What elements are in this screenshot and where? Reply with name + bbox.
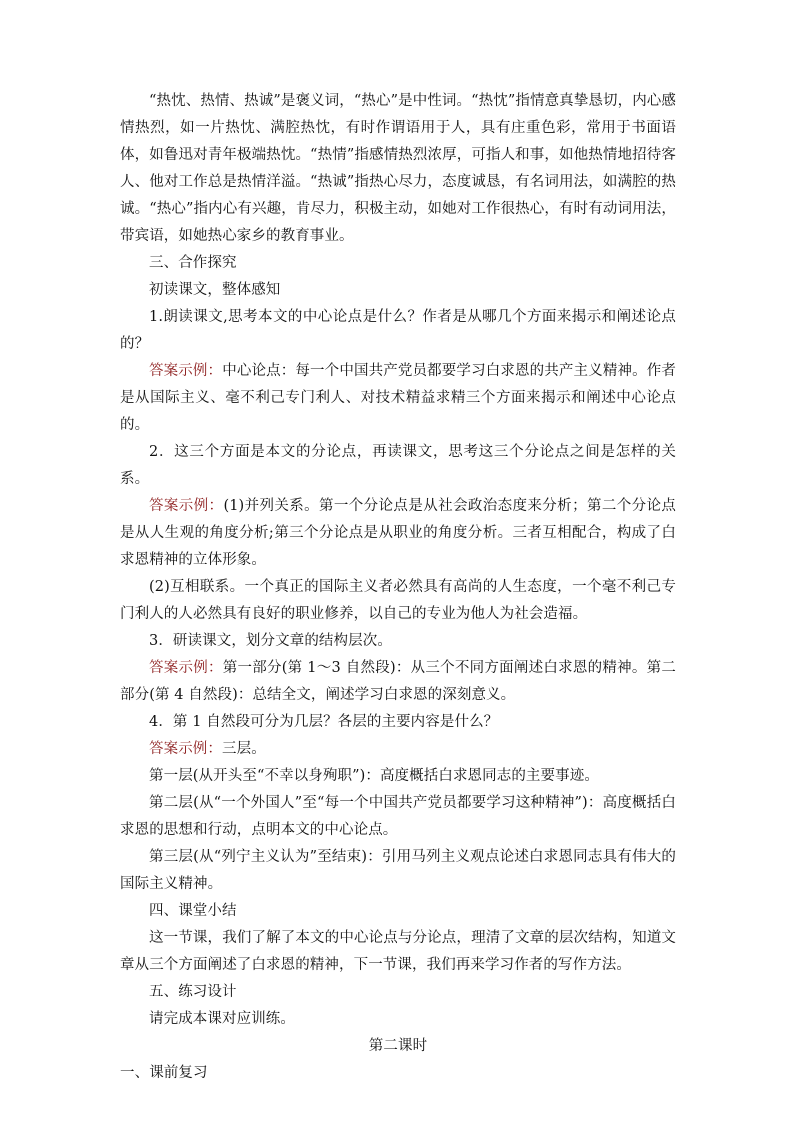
section-heading-cooperative-inquiry: 三、合作探究	[149, 255, 237, 271]
answer-text: 第一部分(第 1～3 自然段)：从三个不同方面阐述白求恩的精神。第二部分(第 4 自然段)：总结全文，阐述学习白求恩的深刻意义。	[120, 660, 676, 703]
section-heading-review: 一、课前复习	[120, 1065, 208, 1081]
question-4: 4．第 1 自然段可分为几层？各层的主要内容是什么？	[149, 714, 499, 730]
answer-text: 中心论点：每一个中国共产党员都要学习白求恩的共产主义精神。作者是从国际主义、毫不利己专门利人、对技术精益求精三个方面来揭示和阐述中心论点的。	[120, 363, 676, 433]
layer-2: 第二层(从“一个外国人”至“每一个中国共产党员都要学习这种精神”)：高度概括白求恩的思想和行动，点明本文的中心论点。	[120, 795, 676, 838]
layer-1: 第一层(从开头至“不幸以身殉职”)：高度概括白求恩同志的主要事迹。	[149, 768, 599, 784]
answer-2	[120, 493, 676, 574]
answer-label: 答案示例：	[149, 363, 223, 379]
question-3: 3．研读课文，划分文章的结构层次。	[149, 633, 392, 649]
layer-3: 第三层(从“列宁主义认为”至结束)：引用马列主义观点论述白求恩同志具有伟大的国际主义精神。	[120, 849, 676, 892]
answer-text: (1)并列关系。第一个分论点是从社会政治态度来分析；第二个分论点是从人生观的角度分析;第三个分论点是从职业的角度分析。三者互相配合，构成了白求恩精神的立体形象。	[120, 498, 676, 568]
section-heading-summary: 四、课堂小结	[149, 903, 237, 919]
lesson-2-title: 第二课时	[368, 1038, 428, 1054]
subheading-first-reading: 初读课文，整体感知	[149, 282, 281, 298]
answer-label: 答案示例：	[149, 660, 223, 676]
answer-3	[120, 655, 676, 709]
question-2: 2．这三个方面是本文的分论点，再读课文，思考这三个分论点之间是怎样的关系。	[120, 444, 676, 487]
answer-4	[120, 736, 676, 763]
practice-paragraph: 请完成本课对应训练。	[149, 1011, 295, 1027]
section-heading-practice: 五、练习设计	[149, 984, 237, 1000]
answer-text: 三层。	[222, 741, 266, 757]
vocabulary-paragraph: “热忱、热情、热诚”是褒义词，“热心”是中性词。“热忱”指情意真挚恳切，内心感情热烈，如一片热忱、满腔热忱，有时作谓语用于人，具有庄重色彩，常用于书面语体，如鲁迅对青年极端热忱。“热情”指感情热烈浓厚，可指人和事，如他热情地招待客人、他对工作总是热情洋溢。“热诚”指热心尽力，态度诚恳，有名词用法，如满腔的热诚。“热心”指内心有兴趣，肯尽力，积极主动，如她对工作很热心，有时有动词用法，带宾语，如她热心家乡的教育事业。	[120, 93, 676, 244]
answer-label: 答案示例：	[149, 498, 224, 514]
question-1: 1.朗读课文,思考本文的中心论点是什么？作者是从哪几个方面来揭示和阐述论点的？	[120, 309, 676, 352]
document-body	[120, 88, 676, 1087]
summary-paragraph: 这一节课，我们了解了本文的中心论点与分论点，理清了文章的层次结构，知道文章从三个方面阐述了白求恩的精神，下一节课，我们再来学习作者的写作方法。	[120, 930, 676, 973]
answer-label: 答案示例：	[149, 741, 222, 757]
answer-1	[120, 358, 676, 439]
answer-2-continued: (2)互相联系。一个真正的国际主义者必然具有高尚的人生态度，一个毫不利己专门利人的人必然具有良好的职业修养，以自己的专业为他人为社会造福。	[120, 579, 676, 622]
